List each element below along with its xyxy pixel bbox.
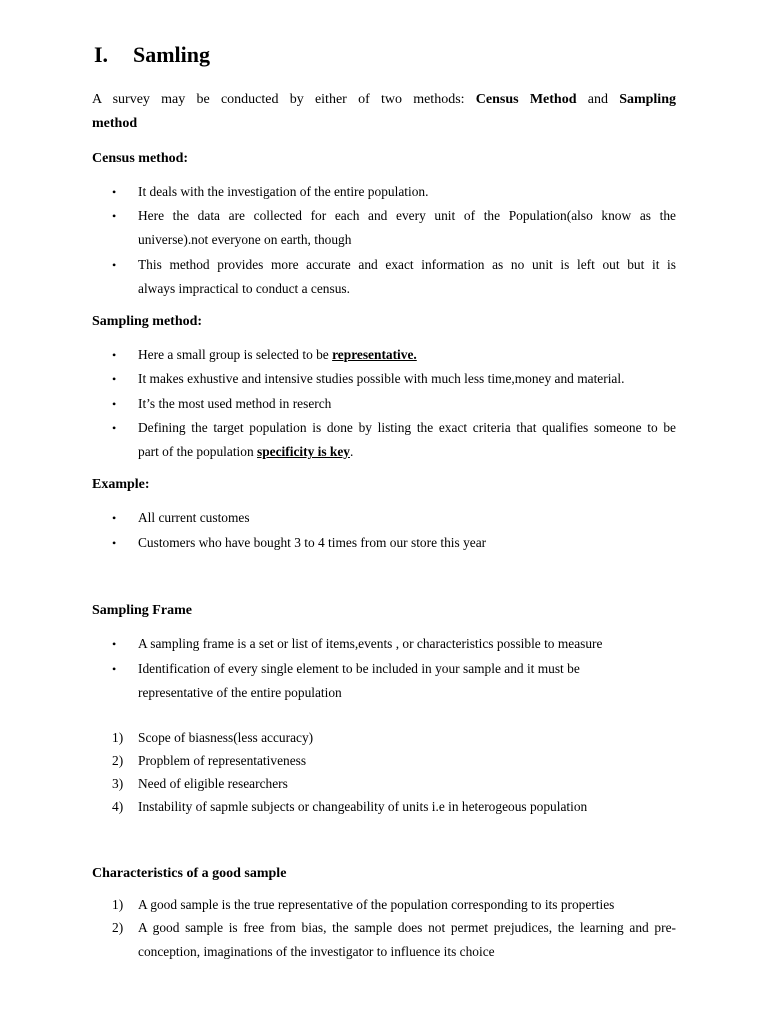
- list-item: [112, 392, 676, 416]
- title-text: Samling: [133, 42, 211, 67]
- list-item-text: Propblem of representativeness: [138, 753, 307, 768]
- bullet-icon: •: [112, 511, 117, 525]
- emphasis-text: representative.: [332, 347, 417, 362]
- list-item-text: [138, 440, 676, 464]
- list-number: 2): [112, 920, 124, 935]
- list-item-text: always impractical to conduct a census.: [138, 281, 350, 296]
- list-item: [112, 204, 676, 252]
- intro-method-term: method: [92, 116, 138, 131]
- list-item-text: A good sample is the true representative of the population corresponding to its properties: [138, 897, 615, 912]
- bullet-icon: •: [112, 372, 117, 386]
- numbered-item: [112, 893, 676, 917]
- list-item-text: It deals with the investigation of the entire population.: [138, 184, 429, 199]
- list-item-text: Scope of biasness(less accuracy): [138, 730, 314, 745]
- example-heading: Example:: [92, 477, 150, 492]
- list-number: 3): [112, 776, 124, 791]
- bullet-icon: •: [112, 397, 117, 411]
- intro-census-term: Census Method: [475, 92, 577, 107]
- bullet-icon: •: [112, 637, 117, 651]
- numbered-item: [112, 749, 676, 773]
- list-number: 1): [112, 897, 124, 912]
- list-number: 1): [112, 730, 124, 745]
- frame-heading: Sampling Frame: [92, 603, 192, 618]
- intro-line-2: [92, 112, 676, 136]
- intro-text: A survey may be conducted by either of two methods:: [92, 92, 476, 107]
- list-item-text: A sampling frame is a set or list of items,events , or characteristics possible to measure: [138, 636, 603, 651]
- list-item-text-part: part of the population: [138, 444, 257, 459]
- list-item-text: Need of eligible researchers: [138, 776, 288, 791]
- list-item-text: It makes exhustive and intensive studies possible with much less time,money and material.: [138, 371, 625, 386]
- list-item: [112, 531, 676, 555]
- list-item: [112, 180, 676, 204]
- list-item: [112, 253, 676, 301]
- intro-text: and: [576, 92, 620, 107]
- bullet-icon: •: [112, 209, 117, 223]
- numbered-item: [112, 726, 676, 750]
- bullet-icon: •: [112, 185, 117, 199]
- list-item: [112, 416, 676, 464]
- list-item-text: universe).not everyone on earth, though: [138, 232, 352, 247]
- list-item-text: A good sample is free from bias, the sample does not permet prejudices, the learning and pre-: [138, 920, 676, 935]
- intro-paragraph: [92, 88, 676, 136]
- list-item: [112, 343, 676, 367]
- list-item-text: Customers who have bought 3 to 4 times from our store this year: [138, 535, 487, 550]
- bullet-icon: •: [112, 258, 117, 272]
- census-heading: Census method:: [92, 151, 189, 166]
- list-item: [112, 632, 676, 656]
- list-item-text: All current customes: [138, 510, 250, 525]
- list-item-text-part: .: [349, 444, 354, 459]
- bullet-icon: •: [112, 348, 117, 362]
- intro-line-1: [92, 88, 676, 112]
- list-item-text: conception, imaginations of the investigator to influence its choice: [138, 944, 495, 959]
- list-item-text: representative of the entire population: [138, 685, 342, 700]
- list-item: [112, 367, 676, 391]
- list-number: 4): [112, 799, 124, 814]
- numbered-item: [112, 795, 676, 819]
- emphasis-text: specificity is key: [257, 444, 350, 459]
- list-item: [112, 657, 676, 705]
- list-number: 2): [112, 753, 124, 768]
- numbered-item: [112, 772, 676, 796]
- list-item: [112, 506, 676, 530]
- list-item-text: Defining the target population is done by listing the exact criteria that qualifies someone to be: [138, 420, 676, 435]
- list-item-text: [138, 343, 676, 367]
- page-title: [94, 40, 210, 70]
- list-item-text: This method provides more accurate and exact information as no unit is left out but it is: [138, 257, 676, 272]
- sampling-heading: Sampling method:: [92, 314, 203, 329]
- list-item-text: Here the data are collected for each and every unit of the Population(also know as the: [138, 208, 676, 223]
- intro-sampling-term: Sampling: [619, 92, 676, 107]
- list-item-text: Identification of every single element to be included in your sample and it must be: [138, 661, 580, 676]
- bullet-icon: •: [112, 536, 117, 550]
- bullet-icon: •: [112, 421, 117, 435]
- characteristics-heading: Characteristics of a good sample: [92, 866, 287, 881]
- list-item-text-part: Here a small group is selected to be: [138, 347, 333, 362]
- title-number: I.: [94, 42, 109, 67]
- list-item-text: It’s the most used method in reserch: [138, 396, 332, 411]
- numbered-item: [112, 916, 676, 964]
- bullet-icon: •: [112, 662, 117, 676]
- list-item-text: Instability of sapmle subjects or changeability of units i.e in heterogeous population: [138, 799, 588, 814]
